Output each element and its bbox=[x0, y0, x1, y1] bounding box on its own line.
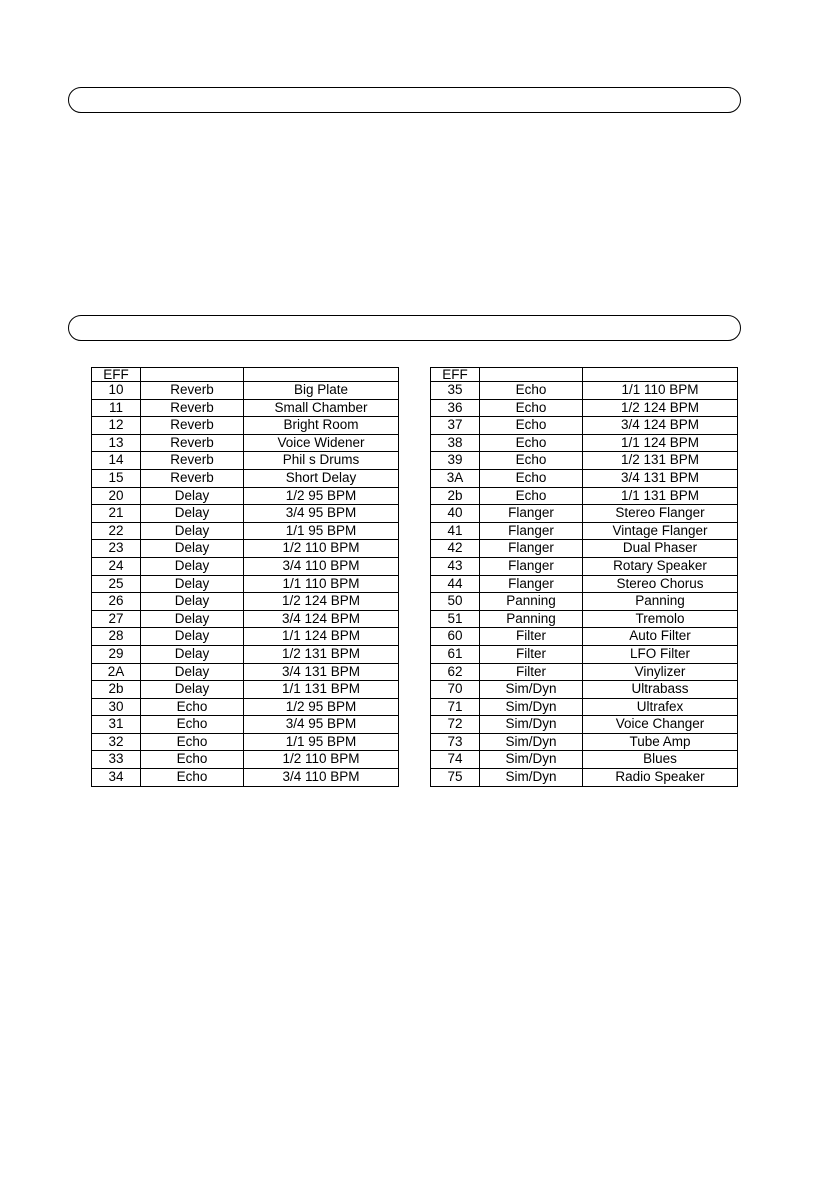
cell-eff-number: 36 bbox=[431, 399, 480, 417]
header-name bbox=[244, 368, 399, 382]
cell-eff-number: 21 bbox=[92, 505, 141, 523]
cell-effect-type: Delay bbox=[141, 645, 244, 663]
cell-effect-type: Delay bbox=[141, 681, 244, 699]
cell-effect-type: Sim/Dyn bbox=[480, 681, 583, 699]
table-row bbox=[431, 628, 738, 646]
cell-eff-number: 2b bbox=[92, 681, 141, 699]
cell-effect-type: Echo bbox=[141, 698, 244, 716]
cell-eff-number: 15 bbox=[92, 469, 141, 487]
table-row bbox=[431, 751, 738, 769]
cell-effect-name: 1/2 131 BPM bbox=[244, 645, 399, 663]
table-row bbox=[92, 487, 399, 505]
cell-effect-name: Radio Speaker bbox=[583, 769, 738, 787]
cell-effect-type: Panning bbox=[480, 593, 583, 611]
cell-effect-name: 1/1 124 BPM bbox=[583, 434, 738, 452]
cell-effect-type: Echo bbox=[480, 434, 583, 452]
cell-eff-number: 29 bbox=[92, 645, 141, 663]
cell-effect-type: Reverb bbox=[141, 382, 244, 400]
cell-effect-name: Panning bbox=[583, 593, 738, 611]
table-header-row bbox=[92, 368, 399, 382]
cell-eff-number: 2A bbox=[92, 663, 141, 681]
table-row bbox=[431, 505, 738, 523]
table-row bbox=[431, 681, 738, 699]
cell-effect-type: Flanger bbox=[480, 505, 583, 523]
section-header-bar-1 bbox=[68, 87, 741, 113]
cell-eff-number: 44 bbox=[431, 575, 480, 593]
cell-eff-number: 39 bbox=[431, 452, 480, 470]
cell-effect-type: Echo bbox=[480, 399, 583, 417]
cell-effect-name: Tremolo bbox=[583, 610, 738, 628]
cell-effect-name: 1/1 95 BPM bbox=[244, 522, 399, 540]
table-row bbox=[431, 399, 738, 417]
cell-eff-number: 62 bbox=[431, 663, 480, 681]
cell-effect-type: Delay bbox=[141, 663, 244, 681]
cell-eff-number: 2b bbox=[431, 487, 480, 505]
cell-effect-name: Big Plate bbox=[244, 382, 399, 400]
cell-effect-name: 3/4 124 BPM bbox=[244, 610, 399, 628]
table-row bbox=[431, 452, 738, 470]
cell-eff-number: 23 bbox=[92, 540, 141, 558]
table-header-row bbox=[431, 368, 738, 382]
table-row bbox=[92, 628, 399, 646]
table-row bbox=[92, 540, 399, 558]
cell-effect-type: Reverb bbox=[141, 434, 244, 452]
cell-eff-number: 22 bbox=[92, 522, 141, 540]
cell-effect-name: 1/2 131 BPM bbox=[583, 452, 738, 470]
table-row bbox=[431, 663, 738, 681]
table-row bbox=[92, 610, 399, 628]
table-row bbox=[92, 716, 399, 734]
cell-effect-name: 3/4 110 BPM bbox=[244, 557, 399, 575]
table-row bbox=[431, 645, 738, 663]
table-row bbox=[92, 733, 399, 751]
header-type bbox=[480, 368, 583, 382]
cell-eff-number: 28 bbox=[92, 628, 141, 646]
cell-effect-type: Reverb bbox=[141, 469, 244, 487]
cell-eff-number: 3A bbox=[431, 469, 480, 487]
cell-effect-type: Delay bbox=[141, 487, 244, 505]
cell-effect-name: 1/2 124 BPM bbox=[583, 399, 738, 417]
cell-effect-type: Delay bbox=[141, 593, 244, 611]
cell-effect-name: Stereo Chorus bbox=[583, 575, 738, 593]
table-row bbox=[431, 469, 738, 487]
table-row bbox=[92, 417, 399, 435]
table-row bbox=[431, 716, 738, 734]
table-row bbox=[92, 698, 399, 716]
cell-eff-number: 38 bbox=[431, 434, 480, 452]
cell-effect-type: Panning bbox=[480, 610, 583, 628]
cell-effect-name: Dual Phaser bbox=[583, 540, 738, 558]
effects-table-left bbox=[91, 367, 399, 787]
cell-effect-name: Blues bbox=[583, 751, 738, 769]
cell-eff-number: 20 bbox=[92, 487, 141, 505]
table-row bbox=[92, 469, 399, 487]
effects-table-right bbox=[430, 367, 738, 787]
cell-effect-name: 3/4 124 BPM bbox=[583, 417, 738, 435]
cell-eff-number: 40 bbox=[431, 505, 480, 523]
cell-eff-number: 13 bbox=[92, 434, 141, 452]
cell-effect-name: 1/1 131 BPM bbox=[583, 487, 738, 505]
cell-eff-number: 71 bbox=[431, 698, 480, 716]
cell-effect-name: 3/4 95 BPM bbox=[244, 716, 399, 734]
section-header-bar-2 bbox=[68, 315, 741, 341]
cell-effect-type: Filter bbox=[480, 645, 583, 663]
cell-eff-number: 41 bbox=[431, 522, 480, 540]
cell-effect-type: Sim/Dyn bbox=[480, 733, 583, 751]
table-row bbox=[92, 452, 399, 470]
header-eff: EFF bbox=[431, 368, 480, 382]
cell-eff-number: 50 bbox=[431, 593, 480, 611]
cell-eff-number: 34 bbox=[92, 769, 141, 787]
cell-eff-number: 14 bbox=[92, 452, 141, 470]
table-row bbox=[92, 434, 399, 452]
cell-eff-number: 27 bbox=[92, 610, 141, 628]
header-name bbox=[583, 368, 738, 382]
cell-effect-name: Bright Room bbox=[244, 417, 399, 435]
cell-effect-type: Echo bbox=[480, 487, 583, 505]
table-row bbox=[92, 681, 399, 699]
cell-eff-number: 43 bbox=[431, 557, 480, 575]
cell-effect-name: Auto Filter bbox=[583, 628, 738, 646]
cell-eff-number: 33 bbox=[92, 751, 141, 769]
table-row bbox=[92, 575, 399, 593]
cell-effect-name: LFO Filter bbox=[583, 645, 738, 663]
cell-effect-name: Vintage Flanger bbox=[583, 522, 738, 540]
cell-effect-type: Echo bbox=[141, 769, 244, 787]
table-row bbox=[92, 505, 399, 523]
cell-effect-name: 1/1 110 BPM bbox=[583, 382, 738, 400]
cell-effect-type: Sim/Dyn bbox=[480, 698, 583, 716]
cell-eff-number: 42 bbox=[431, 540, 480, 558]
table-row bbox=[92, 645, 399, 663]
cell-effect-type: Sim/Dyn bbox=[480, 769, 583, 787]
table-row bbox=[431, 610, 738, 628]
cell-eff-number: 70 bbox=[431, 681, 480, 699]
table-row bbox=[431, 487, 738, 505]
cell-eff-number: 30 bbox=[92, 698, 141, 716]
table-row bbox=[431, 522, 738, 540]
cell-effect-name: Stereo Flanger bbox=[583, 505, 738, 523]
cell-effect-name: Rotary Speaker bbox=[583, 557, 738, 575]
cell-eff-number: 26 bbox=[92, 593, 141, 611]
cell-effect-type: Reverb bbox=[141, 417, 244, 435]
cell-effect-name: Voice Widener bbox=[244, 434, 399, 452]
table-row bbox=[92, 663, 399, 681]
table-row bbox=[92, 522, 399, 540]
cell-effect-name: Short Delay bbox=[244, 469, 399, 487]
table-row bbox=[431, 382, 738, 400]
header-eff: EFF bbox=[92, 368, 141, 382]
cell-effect-type: Delay bbox=[141, 540, 244, 558]
table-row bbox=[92, 382, 399, 400]
cell-effect-name: Ultrabass bbox=[583, 681, 738, 699]
table-row bbox=[92, 399, 399, 417]
cell-effect-name: Ultrafex bbox=[583, 698, 738, 716]
table-row bbox=[431, 557, 738, 575]
table-row bbox=[431, 698, 738, 716]
table-row bbox=[431, 540, 738, 558]
cell-effect-type: Delay bbox=[141, 628, 244, 646]
cell-eff-number: 10 bbox=[92, 382, 141, 400]
cell-effect-name: 1/1 95 BPM bbox=[244, 733, 399, 751]
cell-effect-type: Echo bbox=[480, 382, 583, 400]
cell-eff-number: 51 bbox=[431, 610, 480, 628]
table-row bbox=[431, 575, 738, 593]
cell-effect-type: Echo bbox=[141, 716, 244, 734]
cell-effect-type: Echo bbox=[480, 469, 583, 487]
table-row bbox=[92, 751, 399, 769]
cell-effect-type: Flanger bbox=[480, 557, 583, 575]
cell-effect-name: Tube Amp bbox=[583, 733, 738, 751]
cell-effect-type: Filter bbox=[480, 663, 583, 681]
cell-eff-number: 61 bbox=[431, 645, 480, 663]
cell-effect-type: Echo bbox=[141, 733, 244, 751]
cell-effect-type: Flanger bbox=[480, 540, 583, 558]
table-row bbox=[431, 769, 738, 787]
cell-effect-type: Reverb bbox=[141, 452, 244, 470]
table-row bbox=[431, 434, 738, 452]
table-row bbox=[431, 733, 738, 751]
cell-effect-type: Delay bbox=[141, 557, 244, 575]
cell-eff-number: 11 bbox=[92, 399, 141, 417]
cell-effect-name: 1/2 95 BPM bbox=[244, 487, 399, 505]
cell-effect-name: 1/2 110 BPM bbox=[244, 540, 399, 558]
cell-effect-name: 1/2 124 BPM bbox=[244, 593, 399, 611]
cell-effect-name: 3/4 131 BPM bbox=[244, 663, 399, 681]
header-type bbox=[141, 368, 244, 382]
cell-effect-type: Delay bbox=[141, 575, 244, 593]
cell-effect-type: Echo bbox=[141, 751, 244, 769]
table-row bbox=[431, 593, 738, 611]
cell-effect-type: Sim/Dyn bbox=[480, 716, 583, 734]
cell-effect-name: 1/1 110 BPM bbox=[244, 575, 399, 593]
cell-eff-number: 37 bbox=[431, 417, 480, 435]
cell-eff-number: 60 bbox=[431, 628, 480, 646]
cell-effect-type: Filter bbox=[480, 628, 583, 646]
cell-eff-number: 31 bbox=[92, 716, 141, 734]
cell-effect-type: Delay bbox=[141, 522, 244, 540]
cell-effect-name: 3/4 131 BPM bbox=[583, 469, 738, 487]
cell-effect-type: Flanger bbox=[480, 522, 583, 540]
cell-effect-type: Delay bbox=[141, 610, 244, 628]
cell-effect-name: 1/1 131 BPM bbox=[244, 681, 399, 699]
cell-effect-name: 3/4 95 BPM bbox=[244, 505, 399, 523]
cell-effect-name: Small Chamber bbox=[244, 399, 399, 417]
cell-effect-type: Reverb bbox=[141, 399, 244, 417]
cell-effect-type: Echo bbox=[480, 452, 583, 470]
cell-eff-number: 24 bbox=[92, 557, 141, 575]
cell-eff-number: 75 bbox=[431, 769, 480, 787]
cell-eff-number: 32 bbox=[92, 733, 141, 751]
cell-eff-number: 72 bbox=[431, 716, 480, 734]
table-row bbox=[92, 769, 399, 787]
cell-eff-number: 73 bbox=[431, 733, 480, 751]
cell-effect-type: Sim/Dyn bbox=[480, 751, 583, 769]
cell-effect-type: Flanger bbox=[480, 575, 583, 593]
table-row bbox=[431, 417, 738, 435]
cell-effect-type: Echo bbox=[480, 417, 583, 435]
cell-eff-number: 25 bbox=[92, 575, 141, 593]
cell-effect-name: 1/2 95 BPM bbox=[244, 698, 399, 716]
table-row bbox=[92, 557, 399, 575]
cell-effect-name: 3/4 110 BPM bbox=[244, 769, 399, 787]
cell-eff-number: 74 bbox=[431, 751, 480, 769]
cell-effect-name: Vinylizer bbox=[583, 663, 738, 681]
cell-effect-type: Delay bbox=[141, 505, 244, 523]
cell-effect-name: 1/1 124 BPM bbox=[244, 628, 399, 646]
table-row bbox=[92, 593, 399, 611]
cell-eff-number: 12 bbox=[92, 417, 141, 435]
cell-effect-name: Phil s Drums bbox=[244, 452, 399, 470]
cell-effect-name: Voice Changer bbox=[583, 716, 738, 734]
cell-effect-name: 1/2 110 BPM bbox=[244, 751, 399, 769]
cell-eff-number: 35 bbox=[431, 382, 480, 400]
